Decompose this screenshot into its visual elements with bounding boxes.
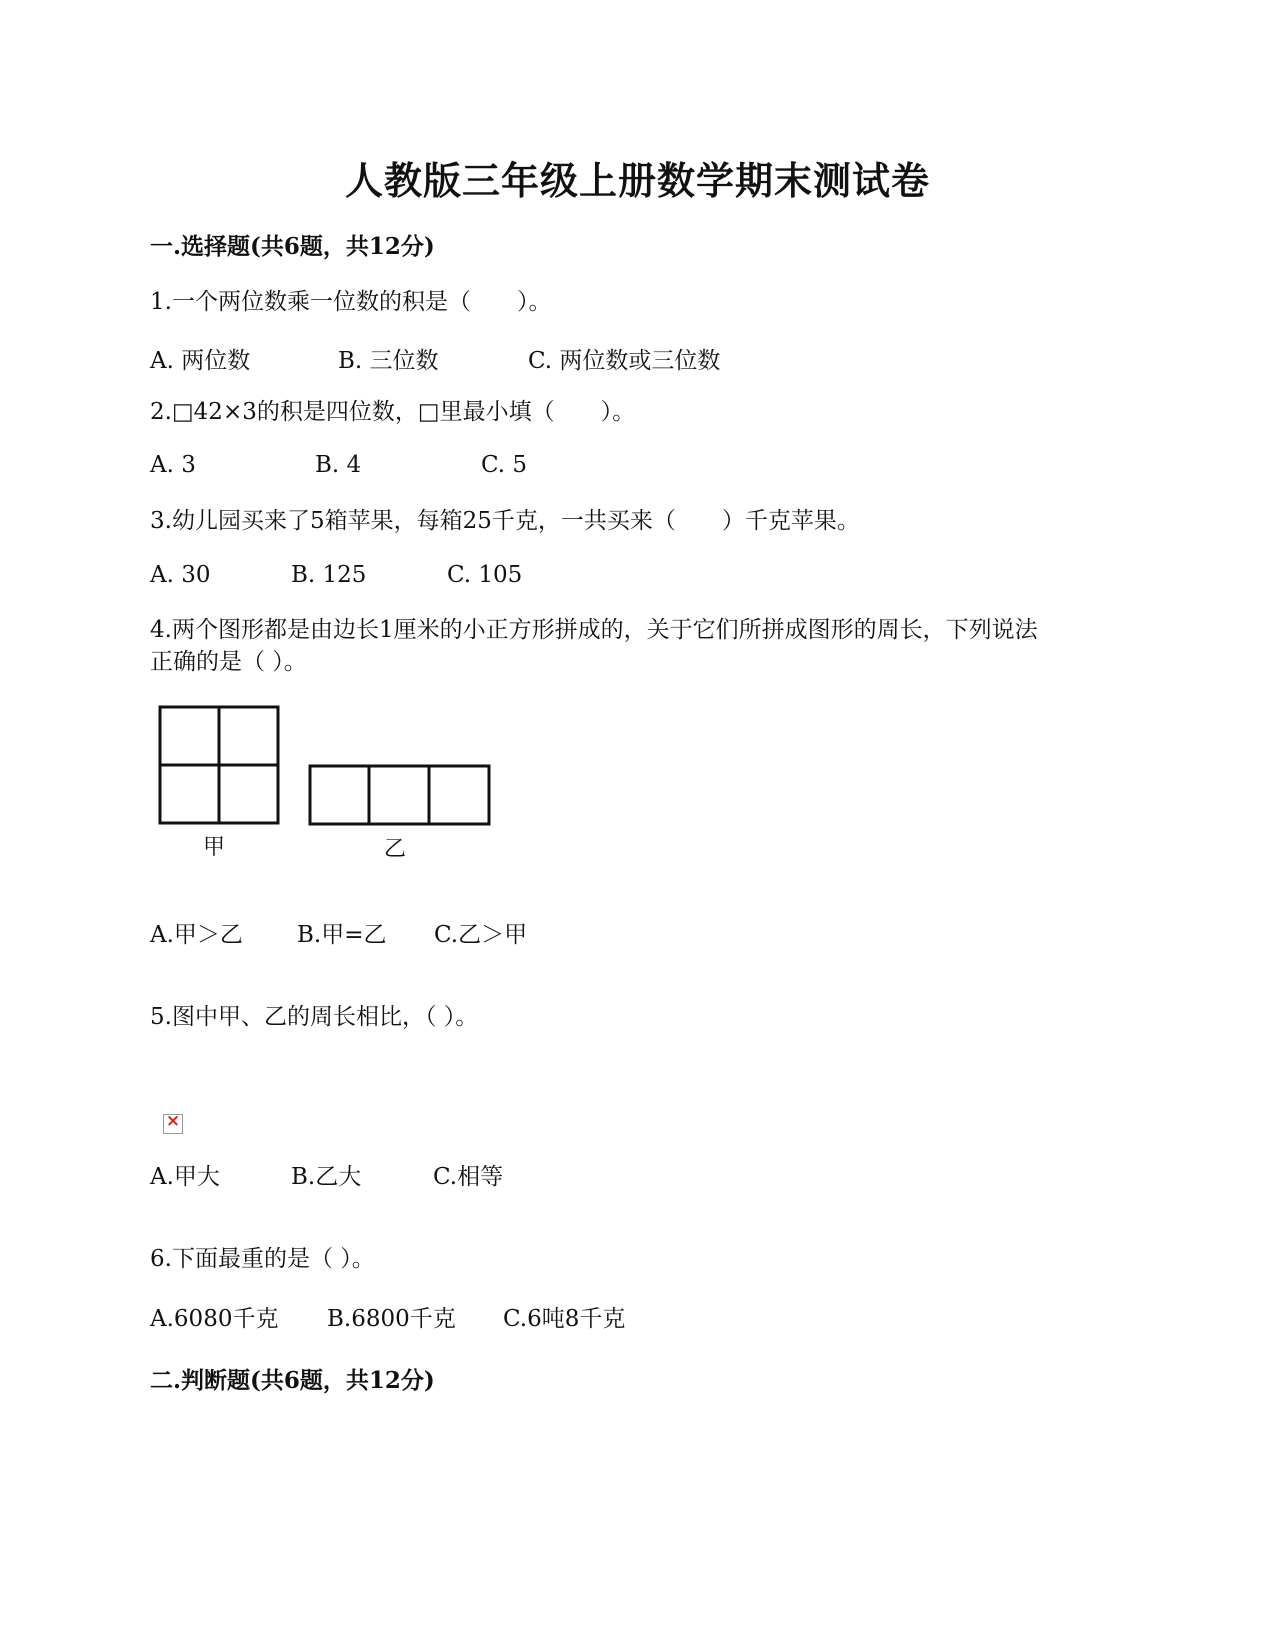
page-title: 人教版三年级上册数学期末测试卷 [344, 158, 930, 203]
option-c: C. 5 [481, 452, 528, 478]
question-2-text: 2.□42×3的积是四位数，□里最小填（ ）。 [150, 399, 636, 425]
figure-jia-square [160, 707, 278, 823]
question-5-text: 5.图中甲、乙的周长相比，（ ）。 [150, 1004, 479, 1030]
option-c: C. 两位数或三位数 [528, 348, 721, 374]
question-6-options [150, 1300, 1150, 1332]
question-1-options [150, 342, 1150, 374]
option-b: B.甲=乙 [297, 922, 387, 948]
option-b: B. 125 [291, 562, 367, 588]
section-header-judgement: 二.判断题(共6题，共12分) [150, 1367, 435, 1394]
option-a: A. 两位数 [150, 348, 251, 374]
question-3-text: 3.幼儿园买来了5箱苹果，每箱25千克，一共买来（ ）千克苹果。 [150, 508, 860, 534]
option-b: B. 4 [315, 452, 362, 478]
question-3-options [150, 562, 1150, 594]
figure-yi-rectangle [310, 766, 489, 824]
question-1-text: 1.一个两位数乘一位数的积是（ ）。 [150, 289, 552, 315]
option-b: B.6800千克 [327, 1306, 456, 1332]
question-2-options [150, 452, 1150, 484]
option-a: A. 3 [150, 452, 196, 478]
question-6-text: 6.下面最重的是（ ）。 [150, 1246, 375, 1272]
option-a: A.6080千克 [150, 1306, 279, 1332]
question-5-options [150, 1158, 1150, 1190]
option-b: B.乙大 [291, 1164, 362, 1190]
question-4-text-line2: 正确的是（ ）。 [150, 649, 307, 675]
option-c: C.乙＞甲 [434, 922, 528, 948]
option-a: A.甲大 [150, 1164, 220, 1190]
section-header-choice: 一.选择题(共6题，共12分) [150, 233, 435, 260]
figure-label-yi: 乙 [384, 837, 407, 862]
option-c: C.相等 [433, 1164, 504, 1190]
option-a: A.甲＞乙 [150, 922, 243, 948]
option-a: A. 30 [150, 562, 211, 588]
figure-label-jia: 甲 [203, 835, 226, 860]
option-c: C. 105 [447, 562, 523, 588]
question-4-text-line1: 4.两个图形都是由边长1厘米的小正方形拼成的，关于它们所拼成图形的周长，下列说法 [150, 617, 1038, 643]
option-b: B. 三位数 [338, 348, 439, 374]
question-4-options [150, 916, 1150, 948]
option-c: C.6吨8千克 [503, 1306, 626, 1332]
broken-image-icon [163, 1114, 183, 1134]
